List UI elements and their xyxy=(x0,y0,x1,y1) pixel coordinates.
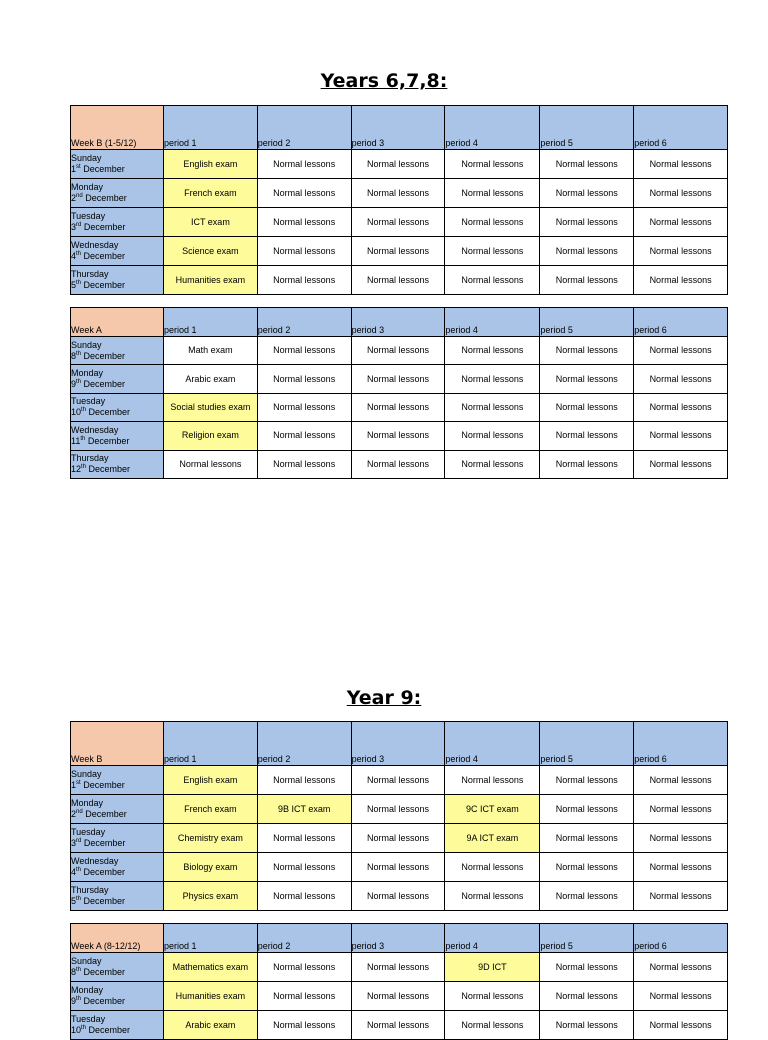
lesson-cell: Normal lessons xyxy=(634,179,728,208)
day-name: Sunday xyxy=(71,339,102,350)
lesson-cell: Math exam xyxy=(164,337,258,365)
lesson-cell: Normal lessons xyxy=(445,982,540,1011)
day-name: Monday xyxy=(71,798,104,808)
day-suffix: nd xyxy=(76,809,83,815)
table-row xyxy=(71,393,728,421)
lesson-cell: Normal lessons xyxy=(540,393,634,421)
lesson-cell: Normal lessons xyxy=(540,179,634,208)
lesson-cell: Normal lessons xyxy=(257,450,351,478)
lesson-cell: Normal lessons xyxy=(351,237,445,266)
lesson-cell: Normal lessons xyxy=(257,1011,351,1040)
lesson-cell: Normal lessons xyxy=(351,422,445,450)
day-cell xyxy=(71,795,164,824)
lesson-cell: Normal lessons xyxy=(351,150,445,179)
day-month: December xyxy=(82,193,127,203)
table-row xyxy=(71,853,728,882)
lesson-cell: Normal lessons xyxy=(351,393,445,421)
lesson-cell: Normal lessons xyxy=(540,450,634,478)
lesson-cell: English exam xyxy=(164,766,258,795)
week-label: Week B xyxy=(71,722,164,766)
day-cell xyxy=(71,450,164,478)
day-number: 5 xyxy=(71,896,77,906)
lesson-cell: Normal lessons xyxy=(540,337,634,365)
day-suffix: th xyxy=(76,996,82,1002)
period-header: period 2 xyxy=(257,308,351,337)
lesson-cell: Normal lessons xyxy=(351,365,445,393)
day-name: Tuesday xyxy=(71,396,106,407)
day-number: 9 xyxy=(71,379,77,390)
day-name: Tuesday xyxy=(71,1014,106,1024)
lesson-cell: Normal lessons xyxy=(351,266,445,295)
day-month: December xyxy=(81,896,126,906)
section-title-year-9: Year 9: xyxy=(346,687,422,709)
day-name: Monday xyxy=(71,368,104,379)
lesson-cell: Normal lessons xyxy=(540,824,634,853)
day-name: Sunday xyxy=(71,956,102,966)
day-number: 10 xyxy=(71,1025,82,1035)
lesson-cell: Normal lessons xyxy=(164,450,258,478)
day-number: 5 xyxy=(71,280,77,290)
period-header: period 1 xyxy=(164,924,258,953)
day-suffix: th xyxy=(80,435,86,442)
day-name: Monday xyxy=(71,182,104,192)
table-row xyxy=(71,953,728,982)
day-number: 12 xyxy=(71,464,82,475)
header-row xyxy=(71,722,728,766)
day-number: 3 xyxy=(71,222,77,232)
day-cell xyxy=(71,208,164,237)
table-row xyxy=(71,824,728,853)
day-cell xyxy=(71,150,164,179)
lesson-cell: Normal lessons xyxy=(351,795,445,824)
period-header: period 2 xyxy=(257,924,351,953)
header-row xyxy=(71,308,728,337)
day-month: December xyxy=(81,251,126,261)
day-number: 2 xyxy=(71,809,77,819)
day-number: 4 xyxy=(71,251,77,261)
lesson-cell: Normal lessons xyxy=(445,853,540,882)
period-header: period 6 xyxy=(634,924,728,953)
day-month: December xyxy=(81,996,126,1006)
lesson-cell: Normal lessons xyxy=(634,953,728,982)
lesson-cell: Normal lessons xyxy=(445,208,540,237)
day-name: Sunday xyxy=(71,153,102,163)
lesson-cell: Normal lessons xyxy=(540,150,634,179)
day-name: Wednesday xyxy=(71,240,119,250)
day-cell xyxy=(71,365,164,393)
table-row xyxy=(71,337,728,365)
day-number: 8 xyxy=(71,967,77,977)
day-month: December xyxy=(81,867,126,877)
day-name: Tuesday xyxy=(71,211,106,221)
day-number: 10 xyxy=(71,407,82,418)
day-cell xyxy=(71,179,164,208)
lesson-cell: Biology exam xyxy=(164,853,258,882)
day-cell xyxy=(71,766,164,795)
lesson-cell: Normal lessons xyxy=(634,853,728,882)
period-header: period 6 xyxy=(634,722,728,766)
lesson-cell: Chemistry exam xyxy=(164,824,258,853)
period-header: period 4 xyxy=(445,106,540,150)
lesson-cell: Humanities exam xyxy=(164,982,258,1011)
day-number: 3 xyxy=(71,838,77,848)
lesson-cell: Normal lessons xyxy=(445,450,540,478)
day-number: 11 xyxy=(71,435,81,446)
period-header: period 1 xyxy=(164,106,258,150)
lesson-cell: Normal lessons xyxy=(634,795,728,824)
day-name: Thursday xyxy=(71,269,109,279)
lesson-cell: Normal lessons xyxy=(351,982,445,1011)
day-suffix: th xyxy=(76,350,82,357)
day-month: December xyxy=(80,780,125,790)
lesson-cell: 9A ICT exam xyxy=(445,824,540,853)
lesson-cell: Religion exam xyxy=(164,422,258,450)
day-name: Monday xyxy=(71,985,104,995)
day-suffix: th xyxy=(76,967,82,973)
period-header: period 4 xyxy=(445,924,540,953)
section-title-years-6-7-8: Years 6,7,8: xyxy=(320,70,448,92)
lesson-cell: Normal lessons xyxy=(540,266,634,295)
lesson-cell: Normal lessons xyxy=(634,824,728,853)
table-row xyxy=(71,766,728,795)
day-cell xyxy=(71,982,164,1011)
day-cell xyxy=(71,1011,164,1040)
lesson-cell: Normal lessons xyxy=(540,1011,634,1040)
table-row xyxy=(71,365,728,393)
lesson-cell: Arabic exam xyxy=(164,365,258,393)
lesson-cell: English exam xyxy=(164,150,258,179)
lesson-cell: Normal lessons xyxy=(257,237,351,266)
period-header: period 3 xyxy=(351,924,445,953)
lesson-cell: Science exam xyxy=(164,237,258,266)
schedule-table xyxy=(70,105,728,295)
lesson-cell: Normal lessons xyxy=(257,824,351,853)
lesson-cell: Normal lessons xyxy=(634,882,728,911)
day-month: December xyxy=(81,350,126,361)
lesson-cell: Normal lessons xyxy=(351,450,445,478)
period-header: period 3 xyxy=(351,106,445,150)
lesson-cell: Normal lessons xyxy=(540,237,634,266)
day-name: Sunday xyxy=(71,769,102,779)
schedule-table xyxy=(70,923,728,1040)
period-header: period 5 xyxy=(540,722,634,766)
lesson-cell: Physics exam xyxy=(164,882,258,911)
day-suffix: rd xyxy=(76,838,82,844)
lesson-cell: Normal lessons xyxy=(257,953,351,982)
lesson-cell: Arabic exam xyxy=(164,1011,258,1040)
lesson-cell: Normal lessons xyxy=(351,824,445,853)
header-row xyxy=(71,924,728,953)
day-name: Tuesday xyxy=(71,827,106,837)
period-header: period 1 xyxy=(164,308,258,337)
lesson-cell: Normal lessons xyxy=(445,422,540,450)
lesson-cell: Normal lessons xyxy=(540,208,634,237)
lesson-cell: Humanities exam xyxy=(164,266,258,295)
day-month: December xyxy=(82,809,127,819)
lesson-cell: Normal lessons xyxy=(634,422,728,450)
lesson-cell: 9D ICT xyxy=(445,953,540,982)
lesson-cell: Normal lessons xyxy=(351,337,445,365)
lesson-cell: Normal lessons xyxy=(257,208,351,237)
table-row xyxy=(71,795,728,824)
day-cell xyxy=(71,882,164,911)
lesson-cell: Normal lessons xyxy=(257,337,351,365)
period-header: period 1 xyxy=(164,722,258,766)
lesson-cell: ICT exam xyxy=(164,208,258,237)
table-row xyxy=(71,150,728,179)
day-month: December xyxy=(81,967,126,977)
day-month: December xyxy=(81,379,126,390)
period-header: period 5 xyxy=(540,308,634,337)
day-month: December xyxy=(86,1025,131,1035)
day-month: December xyxy=(81,838,126,848)
day-cell xyxy=(71,422,164,450)
table-row xyxy=(71,1011,728,1040)
day-month: December xyxy=(85,435,130,446)
lesson-cell: Normal lessons xyxy=(257,882,351,911)
lesson-cell: Normal lessons xyxy=(445,766,540,795)
week-label: Week B (1-5/12) xyxy=(71,106,164,150)
lesson-cell: Normal lessons xyxy=(445,1011,540,1040)
lesson-cell: Normal lessons xyxy=(257,150,351,179)
week-label: Week A xyxy=(71,308,164,337)
lesson-cell: Normal lessons xyxy=(445,150,540,179)
table-row xyxy=(71,208,728,237)
lesson-cell: 9C ICT exam xyxy=(445,795,540,824)
period-header: period 5 xyxy=(540,106,634,150)
lesson-cell: Normal lessons xyxy=(634,208,728,237)
lesson-cell: Normal lessons xyxy=(540,953,634,982)
day-month: December xyxy=(80,164,125,174)
week-label: Week A (8-12/12) xyxy=(71,924,164,953)
day-name: Thursday xyxy=(71,885,109,895)
period-header: period 3 xyxy=(351,722,445,766)
header-row xyxy=(71,106,728,150)
lesson-cell: Normal lessons xyxy=(351,766,445,795)
day-cell xyxy=(71,853,164,882)
day-number: 1 xyxy=(71,780,77,790)
lesson-cell: Normal lessons xyxy=(257,179,351,208)
lesson-cell: Social studies exam xyxy=(164,393,258,421)
lesson-cell: Normal lessons xyxy=(445,179,540,208)
day-cell xyxy=(71,237,164,266)
lesson-cell: Normal lessons xyxy=(540,853,634,882)
day-suffix: th xyxy=(76,867,82,873)
lesson-cell: Normal lessons xyxy=(634,365,728,393)
day-cell xyxy=(71,266,164,295)
lesson-cell: Normal lessons xyxy=(540,766,634,795)
lesson-cell: Normal lessons xyxy=(540,422,634,450)
lesson-cell: Normal lessons xyxy=(634,150,728,179)
lesson-cell: Normal lessons xyxy=(351,179,445,208)
lesson-cell: Normal lessons xyxy=(445,365,540,393)
day-suffix: th xyxy=(76,280,82,286)
day-number: 4 xyxy=(71,867,77,877)
day-name: Wednesday xyxy=(71,424,119,435)
day-suffix: th xyxy=(76,379,82,386)
lesson-cell: Normal lessons xyxy=(257,393,351,421)
period-header: period 3 xyxy=(351,308,445,337)
lesson-cell: Normal lessons xyxy=(445,337,540,365)
day-suffix: th xyxy=(76,896,82,902)
period-header: period 4 xyxy=(445,308,540,337)
table-row xyxy=(71,422,728,450)
day-month: December xyxy=(81,222,126,232)
lesson-cell: Normal lessons xyxy=(257,422,351,450)
day-suffix: st xyxy=(76,164,81,170)
day-suffix: st xyxy=(76,780,81,786)
lesson-cell: Normal lessons xyxy=(351,953,445,982)
day-suffix: th xyxy=(81,464,87,471)
table-row xyxy=(71,237,728,266)
lesson-cell: Normal lessons xyxy=(634,393,728,421)
lesson-cell: Normal lessons xyxy=(257,266,351,295)
day-cell xyxy=(71,337,164,365)
day-month: December xyxy=(81,280,126,290)
day-month: December xyxy=(86,407,131,418)
lesson-cell: 9B ICT exam xyxy=(257,795,351,824)
period-header: period 2 xyxy=(257,106,351,150)
schedule-table xyxy=(70,307,728,479)
period-header: period 2 xyxy=(257,722,351,766)
table-row xyxy=(71,450,728,478)
table-row xyxy=(71,179,728,208)
day-number: 8 xyxy=(71,350,77,361)
lesson-cell: Normal lessons xyxy=(351,1011,445,1040)
lesson-cell: Normal lessons xyxy=(257,982,351,1011)
day-number: 1 xyxy=(71,164,77,174)
day-suffix: rd xyxy=(76,222,82,228)
day-suffix: th xyxy=(76,251,82,257)
lesson-cell: Normal lessons xyxy=(540,795,634,824)
table-row xyxy=(71,882,728,911)
day-suffix: th xyxy=(81,407,87,414)
lesson-cell: Normal lessons xyxy=(540,365,634,393)
lesson-cell: Normal lessons xyxy=(540,982,634,1011)
lesson-cell: Normal lessons xyxy=(634,982,728,1011)
lesson-cell: French exam xyxy=(164,179,258,208)
day-month: December xyxy=(86,464,131,475)
period-header: period 4 xyxy=(445,722,540,766)
table-row xyxy=(71,982,728,1011)
lesson-cell: Normal lessons xyxy=(634,237,728,266)
lesson-cell: Normal lessons xyxy=(634,450,728,478)
lesson-cell: Normal lessons xyxy=(351,882,445,911)
lesson-cell: Normal lessons xyxy=(634,766,728,795)
day-cell xyxy=(71,393,164,421)
lesson-cell: Normal lessons xyxy=(445,237,540,266)
lesson-cell: Normal lessons xyxy=(351,208,445,237)
day-number: 9 xyxy=(71,996,77,1006)
period-header: period 5 xyxy=(540,924,634,953)
day-name: Thursday xyxy=(71,453,109,464)
lesson-cell: Normal lessons xyxy=(445,266,540,295)
day-name: Wednesday xyxy=(71,856,119,866)
day-suffix: nd xyxy=(76,193,83,199)
lesson-cell: French exam xyxy=(164,795,258,824)
day-number: 2 xyxy=(71,193,77,203)
schedule-table xyxy=(70,721,728,911)
lesson-cell: Normal lessons xyxy=(445,393,540,421)
day-cell xyxy=(71,824,164,853)
period-header: period 6 xyxy=(634,106,728,150)
lesson-cell: Normal lessons xyxy=(634,266,728,295)
lesson-cell: Normal lessons xyxy=(445,882,540,911)
day-suffix: th xyxy=(81,1025,87,1031)
lesson-cell: Normal lessons xyxy=(634,1011,728,1040)
lesson-cell: Normal lessons xyxy=(351,853,445,882)
lesson-cell: Normal lessons xyxy=(540,882,634,911)
lesson-cell: Normal lessons xyxy=(257,853,351,882)
lesson-cell: Mathematics exam xyxy=(164,953,258,982)
period-header: period 6 xyxy=(634,308,728,337)
day-cell xyxy=(71,953,164,982)
lesson-cell: Normal lessons xyxy=(257,766,351,795)
table-row xyxy=(71,266,728,295)
lesson-cell: Normal lessons xyxy=(634,337,728,365)
lesson-cell: Normal lessons xyxy=(257,365,351,393)
